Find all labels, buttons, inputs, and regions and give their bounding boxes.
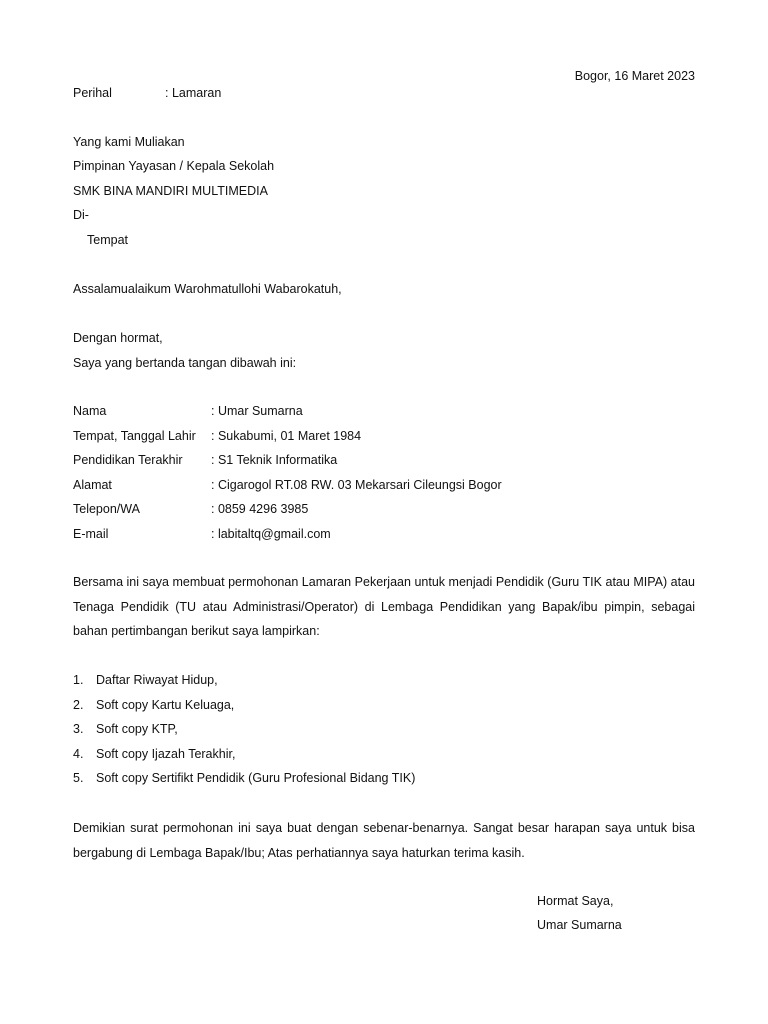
- list-item: Soft copy Sertifikt Pendidik (Guru Profesional Bidang TIK): [96, 771, 416, 785]
- subject-value: : Lamaran: [165, 86, 222, 100]
- recipient-line-1: Yang kami Muliakan: [73, 135, 185, 149]
- field-label-education: Pendidikan Terakhir: [73, 453, 183, 467]
- field-value-phone: : 0859 4296 3985: [211, 502, 309, 516]
- list-item-number: 5.: [73, 771, 84, 785]
- signature-name: Umar Sumarna: [537, 918, 622, 932]
- field-value-email: : labitaltq@gmail.com: [211, 527, 331, 541]
- signature-closing: Hormat Saya,: [537, 894, 614, 908]
- list-item-number: 2.: [73, 698, 84, 712]
- field-label-email: E-mail: [73, 527, 109, 541]
- field-value-education: : S1 Teknik Informatika: [211, 453, 338, 467]
- list-item: Soft copy Ijazah Terakhir,: [96, 747, 236, 761]
- recipient-line-4: Di-: [73, 208, 89, 222]
- field-label-birth: Tempat, Tanggal Lahir: [73, 429, 196, 443]
- closing-paragraph: Demikian surat permohonan ini saya buat dengan sebenar-benarnya. Sangat besar harapan saya untuk bisa bergabung di Lembaga Bapak/Ibu; Atas perhatiannya saya haturkan terima kasih.: [73, 821, 695, 860]
- field-label-name: Nama: [73, 404, 107, 418]
- field-label-address: Alamat: [73, 478, 112, 492]
- field-value-name: : Umar Sumarna: [211, 404, 303, 418]
- letter-date: Bogor, 16 Maret 2023: [574, 69, 695, 83]
- intro-line: Saya yang bertanda tangan dibawah ini:: [73, 356, 297, 370]
- field-label-phone: Telepon/WA: [73, 502, 140, 516]
- list-item-number: 4.: [73, 747, 84, 761]
- list-item: Daftar Riwayat Hidup,: [96, 673, 218, 687]
- list-item-number: 3.: [73, 722, 84, 736]
- field-value-birth: : Sukabumi, 01 Maret 1984: [211, 429, 362, 443]
- list-item: Soft copy KTP,: [96, 722, 178, 736]
- salutation: Assalamualaikum Warohmatullohi Wabarokatuh,: [73, 282, 342, 296]
- greeting: Dengan hormat,: [73, 331, 163, 345]
- recipient-line-3: SMK BINA MANDIRI MULTIMEDIA: [73, 184, 268, 198]
- list-item: Soft copy Kartu Keluaga,: [96, 698, 235, 712]
- subject-label: Perihal: [73, 86, 112, 100]
- field-value-address: : Cigarogol RT.08 RW. 03 Mekarsari Cileungsi Bogor: [211, 478, 502, 492]
- list-item-number: 1.: [73, 673, 84, 687]
- recipient-line-5: Tempat: [87, 233, 128, 247]
- body-paragraph: Bersama ini saya membuat permohonan Lamaran Pekerjaan untuk menjadi Pendidik (Guru TIK atau MIPA) atau Tenaga Pendidik (TU atau Administrasi/Operator) di Lembaga Pendidikan yang Bapak/ibu pimpin, sebagai bahan pertimbangan berikut saya lampirkan:: [73, 575, 695, 638]
- recipient-line-2: Pimpinan Yayasan / Kepala Sekolah: [73, 159, 275, 173]
